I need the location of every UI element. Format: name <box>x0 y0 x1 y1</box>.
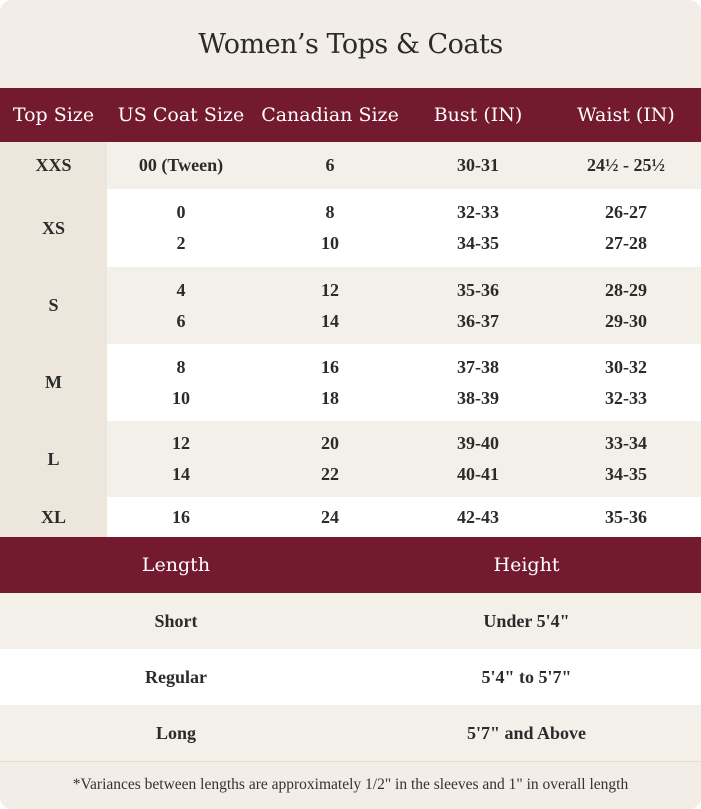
canadian-size-value: 24 <box>321 506 339 527</box>
header-top-size: Top Size <box>12 104 95 126</box>
size-row-xxs <box>0 142 701 189</box>
length-table-header <box>0 537 701 593</box>
header-us-coat-size: US Coat Size <box>117 104 245 126</box>
size-row-s <box>0 267 701 344</box>
canadian-size-value: 8 <box>325 202 335 222</box>
us-coat-size-value: 14 <box>172 464 190 484</box>
length-value: Long <box>155 722 197 743</box>
bust-value: 34-35 <box>457 233 499 253</box>
size-data-line <box>107 275 701 306</box>
size-data-line <box>107 228 701 259</box>
height-value: 5'4" to 5'7" <box>481 666 572 687</box>
size-data <box>107 189 701 267</box>
size-data-line <box>107 459 701 490</box>
size-data <box>107 421 701 497</box>
header-waist: Waist (IN) <box>577 104 675 126</box>
canadian-size-value: 16 <box>321 356 339 377</box>
length-row-regular <box>0 649 701 705</box>
canadian-size-value: 22 <box>321 464 339 484</box>
waist-value: 34-35 <box>605 464 647 484</box>
waist-value: 29-30 <box>605 310 647 331</box>
footnote: *Variances between lengths are approximately 1/2" in the sleeves and 1" in overall length <box>0 761 701 807</box>
waist-value: 24½ - 25½ <box>587 155 665 175</box>
us-coat-size-value: 2 <box>176 233 186 253</box>
bust-value: 38-39 <box>457 387 499 408</box>
us-coat-size-value: 10 <box>172 387 190 408</box>
canadian-size-value: 6 <box>325 155 335 175</box>
chart-title: Women’s Tops & Coats <box>198 28 503 60</box>
size-data-line <box>107 383 701 414</box>
header-height: Height <box>493 554 560 576</box>
header-length: Length <box>141 554 211 576</box>
bust-value: 40-41 <box>457 464 499 484</box>
us-coat-size-value: 16 <box>172 506 190 527</box>
height-value: 5'7" and Above <box>466 722 587 743</box>
length-value: Short <box>154 610 198 631</box>
height-value: Under 5'4" <box>483 610 570 631</box>
top-size-cell: XL <box>0 497 107 537</box>
waist-value: 26-27 <box>605 202 647 222</box>
waist-value: 32-33 <box>605 387 647 408</box>
header-bust: Bust (IN) <box>433 104 523 126</box>
length-value: Regular <box>145 666 207 687</box>
waist-value: 27-28 <box>605 233 647 253</box>
waist-value: 35-36 <box>605 506 647 527</box>
canadian-size-value: 14 <box>321 310 339 331</box>
size-data <box>107 344 701 421</box>
size-data <box>107 267 701 344</box>
header-canadian-size: Canadian Size <box>261 104 399 126</box>
canadian-size-value: 10 <box>321 233 339 253</box>
us-coat-size-value: 12 <box>172 433 190 453</box>
canadian-size-value: 18 <box>321 387 339 408</box>
bust-value: 37-38 <box>457 356 499 377</box>
top-size-cell: XS <box>0 189 107 267</box>
size-row-l <box>0 421 701 497</box>
bust-value: 36-37 <box>457 310 499 331</box>
size-row-xl <box>0 497 701 537</box>
bust-value: 35-36 <box>457 279 499 300</box>
bust-value: 42-43 <box>457 506 499 527</box>
size-data-line <box>107 150 701 181</box>
top-size-cell: S <box>0 267 107 344</box>
size-row-xs <box>0 189 701 267</box>
top-size-cell: M <box>0 344 107 421</box>
us-coat-size-value: 0 <box>176 202 186 222</box>
us-coat-size-value: 00 (Tween) <box>138 155 224 175</box>
waist-value: 30-32 <box>605 356 647 377</box>
us-coat-size-value: 8 <box>176 356 186 377</box>
size-data-line <box>107 306 701 337</box>
size-data-line <box>107 428 701 459</box>
size-table-header <box>0 88 701 142</box>
size-data-line <box>107 502 701 533</box>
canadian-size-value: 12 <box>321 279 339 300</box>
bust-value: 30-31 <box>457 155 499 175</box>
us-coat-size-value: 4 <box>176 279 186 300</box>
waist-value: 28-29 <box>605 279 647 300</box>
size-row-m <box>0 344 701 421</box>
canadian-size-value: 20 <box>321 433 339 453</box>
waist-value: 33-34 <box>605 433 647 453</box>
us-coat-size-value: 6 <box>176 310 186 331</box>
bust-value: 32-33 <box>457 202 499 222</box>
length-row-long <box>0 705 701 761</box>
top-size-cell: L <box>0 421 107 497</box>
size-data-line <box>107 352 701 383</box>
size-data-line <box>107 197 701 228</box>
size-data <box>107 142 701 189</box>
length-row-short <box>0 593 701 649</box>
top-size-cell: XXS <box>0 142 107 189</box>
size-data <box>107 497 701 537</box>
bust-value: 39-40 <box>457 433 499 453</box>
